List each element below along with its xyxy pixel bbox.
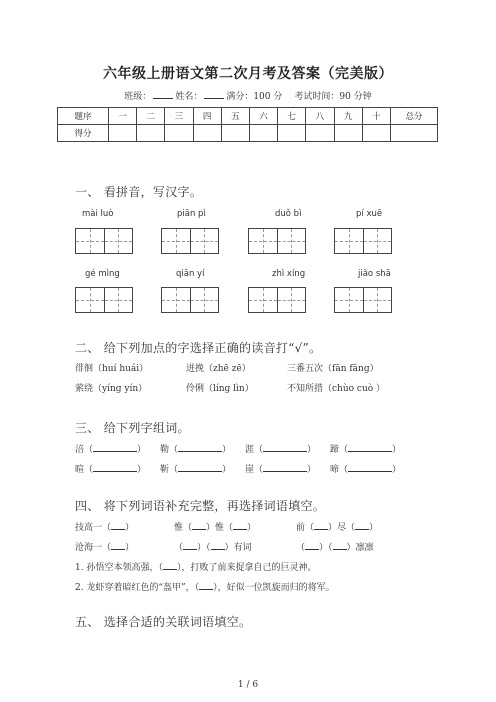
paren-close: ） bbox=[307, 445, 317, 455]
pinyin-label: piān pì bbox=[177, 209, 206, 219]
reading-choice[interactable]: 伶俐（líng lìn） bbox=[186, 384, 254, 394]
pinyin-label: duǒ bì bbox=[275, 209, 302, 219]
sentence-text: ），好似一位凯旋而归的将军。 bbox=[213, 583, 335, 593]
section-1-title: 一、 看拼音，写汉字。 bbox=[75, 185, 203, 199]
writing-grid[interactable] bbox=[75, 228, 133, 254]
header-cell: 十 bbox=[362, 108, 390, 125]
reading-choice[interactable]: 萦绕（yíng yín） bbox=[75, 384, 148, 394]
score-cell[interactable] bbox=[334, 125, 362, 142]
score-cell[interactable] bbox=[109, 125, 137, 142]
score-cell[interactable] bbox=[362, 125, 390, 142]
answer-line[interactable] bbox=[333, 540, 347, 550]
class-blank bbox=[153, 90, 173, 99]
answer-line[interactable] bbox=[211, 540, 225, 550]
writing-grid[interactable] bbox=[75, 287, 133, 313]
reading-choice[interactable]: 不知所措（chùo cuò ） bbox=[287, 384, 386, 394]
header-cell: 总分 bbox=[391, 108, 438, 125]
score-table bbox=[57, 107, 438, 142]
answer-line[interactable] bbox=[348, 462, 392, 472]
fill-sentence-2[interactable] bbox=[75, 580, 335, 593]
section-5-title: 五、 选择合适的关联词语填空。 bbox=[75, 615, 252, 629]
idiom-blank[interactable] bbox=[296, 520, 378, 533]
section-2-title: 二、 给下列加点的字选择正确的读音打“√”。 bbox=[75, 341, 322, 355]
class-label: 班级： bbox=[124, 92, 152, 102]
header-cell: 三 bbox=[165, 108, 193, 125]
word-blank[interactable] bbox=[160, 442, 231, 455]
score-cell[interactable] bbox=[137, 125, 165, 142]
score-cell[interactable] bbox=[249, 125, 277, 142]
paren-close: ） bbox=[137, 465, 147, 475]
answer-line[interactable] bbox=[178, 462, 222, 472]
header-cell: 二 bbox=[137, 108, 165, 125]
char-label: 涯（ bbox=[245, 445, 264, 455]
answer-line[interactable] bbox=[178, 442, 222, 452]
pinyin-label: qiān yí bbox=[176, 269, 205, 279]
reading-choice[interactable]: 迸挽（zhē zē） bbox=[186, 364, 251, 374]
fill-sentence-1[interactable] bbox=[75, 560, 316, 573]
char-label: 啼（ bbox=[330, 465, 349, 475]
answer-line[interactable] bbox=[355, 520, 369, 530]
section-4-title: 四、 将下列词语补充完整，再选择词语填空。 bbox=[75, 499, 326, 513]
char-label: 靳（ bbox=[160, 465, 179, 475]
idiom-text: ）有词 bbox=[224, 543, 252, 553]
paren-close: ） bbox=[307, 465, 317, 475]
answer-line[interactable] bbox=[163, 560, 177, 570]
answer-line[interactable] bbox=[263, 462, 307, 472]
idiom-text: 技高一（ bbox=[75, 523, 112, 533]
idiom-blank[interactable] bbox=[75, 520, 134, 533]
score-cell[interactable] bbox=[306, 125, 334, 142]
idiom-text: ）惟（ bbox=[206, 523, 234, 533]
answer-line[interactable] bbox=[314, 520, 328, 530]
pinyin-label: gé mìng bbox=[85, 269, 120, 279]
word-blank[interactable] bbox=[245, 462, 316, 475]
idiom-text: （ bbox=[174, 543, 184, 553]
word-blank[interactable] bbox=[330, 462, 401, 475]
sentence-text: ），打败了前来捉拿自己的巨灵神。 bbox=[176, 563, 317, 573]
section-3-title: 三、 给下列字组词。 bbox=[75, 421, 190, 435]
idiom-text: ）（ bbox=[319, 543, 333, 553]
idiom-text: 前（ bbox=[296, 523, 315, 533]
answer-line[interactable] bbox=[305, 540, 319, 550]
header-cell: 四 bbox=[193, 108, 221, 125]
writing-grid[interactable] bbox=[248, 287, 306, 313]
answer-line[interactable] bbox=[111, 520, 125, 530]
paren-close: ） bbox=[222, 465, 232, 475]
writing-grid[interactable] bbox=[334, 228, 392, 254]
idiom-text: ） bbox=[369, 523, 379, 533]
answer-line[interactable] bbox=[183, 540, 197, 550]
idiom-text: 惟（ bbox=[174, 523, 193, 533]
idiom-blank[interactable] bbox=[296, 540, 374, 553]
answer-line[interactable] bbox=[233, 520, 247, 530]
idiom-text: ）凛凛 bbox=[346, 543, 374, 553]
answer-line[interactable] bbox=[263, 442, 307, 452]
idiom-blank[interactable] bbox=[75, 540, 134, 553]
score-cell[interactable] bbox=[278, 125, 306, 142]
paren-close: ） bbox=[222, 445, 232, 455]
idiom-text: 沧海一（ bbox=[75, 543, 112, 553]
score-cell[interactable] bbox=[193, 125, 221, 142]
reading-choice[interactable]: 徘徊（huí huái） bbox=[75, 364, 149, 374]
paren-close: ） bbox=[137, 445, 147, 455]
header-cell: 八 bbox=[306, 108, 334, 125]
answer-line[interactable] bbox=[111, 540, 125, 550]
paren-close: ） bbox=[392, 465, 402, 475]
score-table-header-row bbox=[58, 108, 438, 125]
char-label: 暄（ bbox=[75, 465, 94, 475]
header-cell: 七 bbox=[278, 108, 306, 125]
word-blank[interactable] bbox=[75, 462, 146, 475]
writing-grid[interactable] bbox=[161, 228, 219, 254]
exam-info bbox=[0, 89, 496, 102]
reading-choice[interactable]: 三番五次（fān fāng） bbox=[287, 364, 379, 374]
writing-grid[interactable] bbox=[161, 287, 219, 313]
page-number: 1 / 6 bbox=[237, 680, 259, 690]
header-cell: 五 bbox=[221, 108, 249, 125]
writing-grid[interactable] bbox=[334, 287, 392, 313]
idiom-text: ） bbox=[247, 523, 257, 533]
idiom-text: ）尽（ bbox=[328, 523, 356, 533]
score-cell[interactable] bbox=[391, 125, 438, 142]
word-blank[interactable] bbox=[160, 462, 231, 475]
idiom-blank[interactable] bbox=[174, 520, 256, 533]
name-blank bbox=[204, 90, 224, 99]
score-table-score-row bbox=[58, 125, 438, 142]
idiom-text: ） bbox=[125, 523, 135, 533]
score-cell[interactable] bbox=[221, 125, 249, 142]
char-label: 勒（ bbox=[160, 445, 179, 455]
word-blank[interactable] bbox=[330, 442, 401, 455]
idiom-text: ） bbox=[125, 543, 135, 553]
writing-grid[interactable] bbox=[248, 228, 306, 254]
header-cell: 六 bbox=[249, 108, 277, 125]
header-cell: 九 bbox=[334, 108, 362, 125]
sentence-text: 1. 孙悟空本领高强，（ bbox=[75, 563, 163, 573]
char-label: 崖（ bbox=[245, 465, 264, 475]
answer-line[interactable] bbox=[199, 580, 213, 590]
score-row-label: 得分 bbox=[58, 125, 109, 142]
char-label: 涪（ bbox=[75, 445, 94, 455]
header-cell: 题序 bbox=[58, 108, 109, 125]
word-blank[interactable] bbox=[75, 442, 146, 455]
exam-time: 考试时间：90 分钟 bbox=[294, 92, 372, 102]
answer-line[interactable] bbox=[192, 520, 206, 530]
answer-line[interactable] bbox=[93, 462, 137, 472]
pinyin-label: mài luò bbox=[82, 209, 114, 219]
page-title: 六年级上册语文第二次月考及答案（完美版） bbox=[103, 66, 393, 82]
answer-line[interactable] bbox=[348, 442, 392, 452]
sentence-text: 2. 龙虾穿着暗红色的“盔甲”，（ bbox=[75, 583, 200, 593]
idiom-blank[interactable] bbox=[174, 540, 252, 553]
char-label: 蹄（ bbox=[330, 445, 349, 455]
pinyin-label: jiǎo shā bbox=[358, 269, 391, 279]
answer-line[interactable] bbox=[93, 442, 137, 452]
idiom-text: ）（ bbox=[197, 543, 211, 553]
name-label: 姓名： bbox=[175, 92, 203, 102]
word-blank[interactable] bbox=[245, 442, 316, 455]
score-cell[interactable] bbox=[165, 125, 193, 142]
header-cell: 一 bbox=[109, 108, 137, 125]
pinyin-label: zhì xíng bbox=[272, 269, 306, 279]
paren-close: ） bbox=[392, 445, 402, 455]
idiom-text: （ bbox=[296, 543, 306, 553]
full-score: 满分：100 分 bbox=[226, 92, 283, 102]
pinyin-label: pí xuē bbox=[356, 209, 383, 219]
